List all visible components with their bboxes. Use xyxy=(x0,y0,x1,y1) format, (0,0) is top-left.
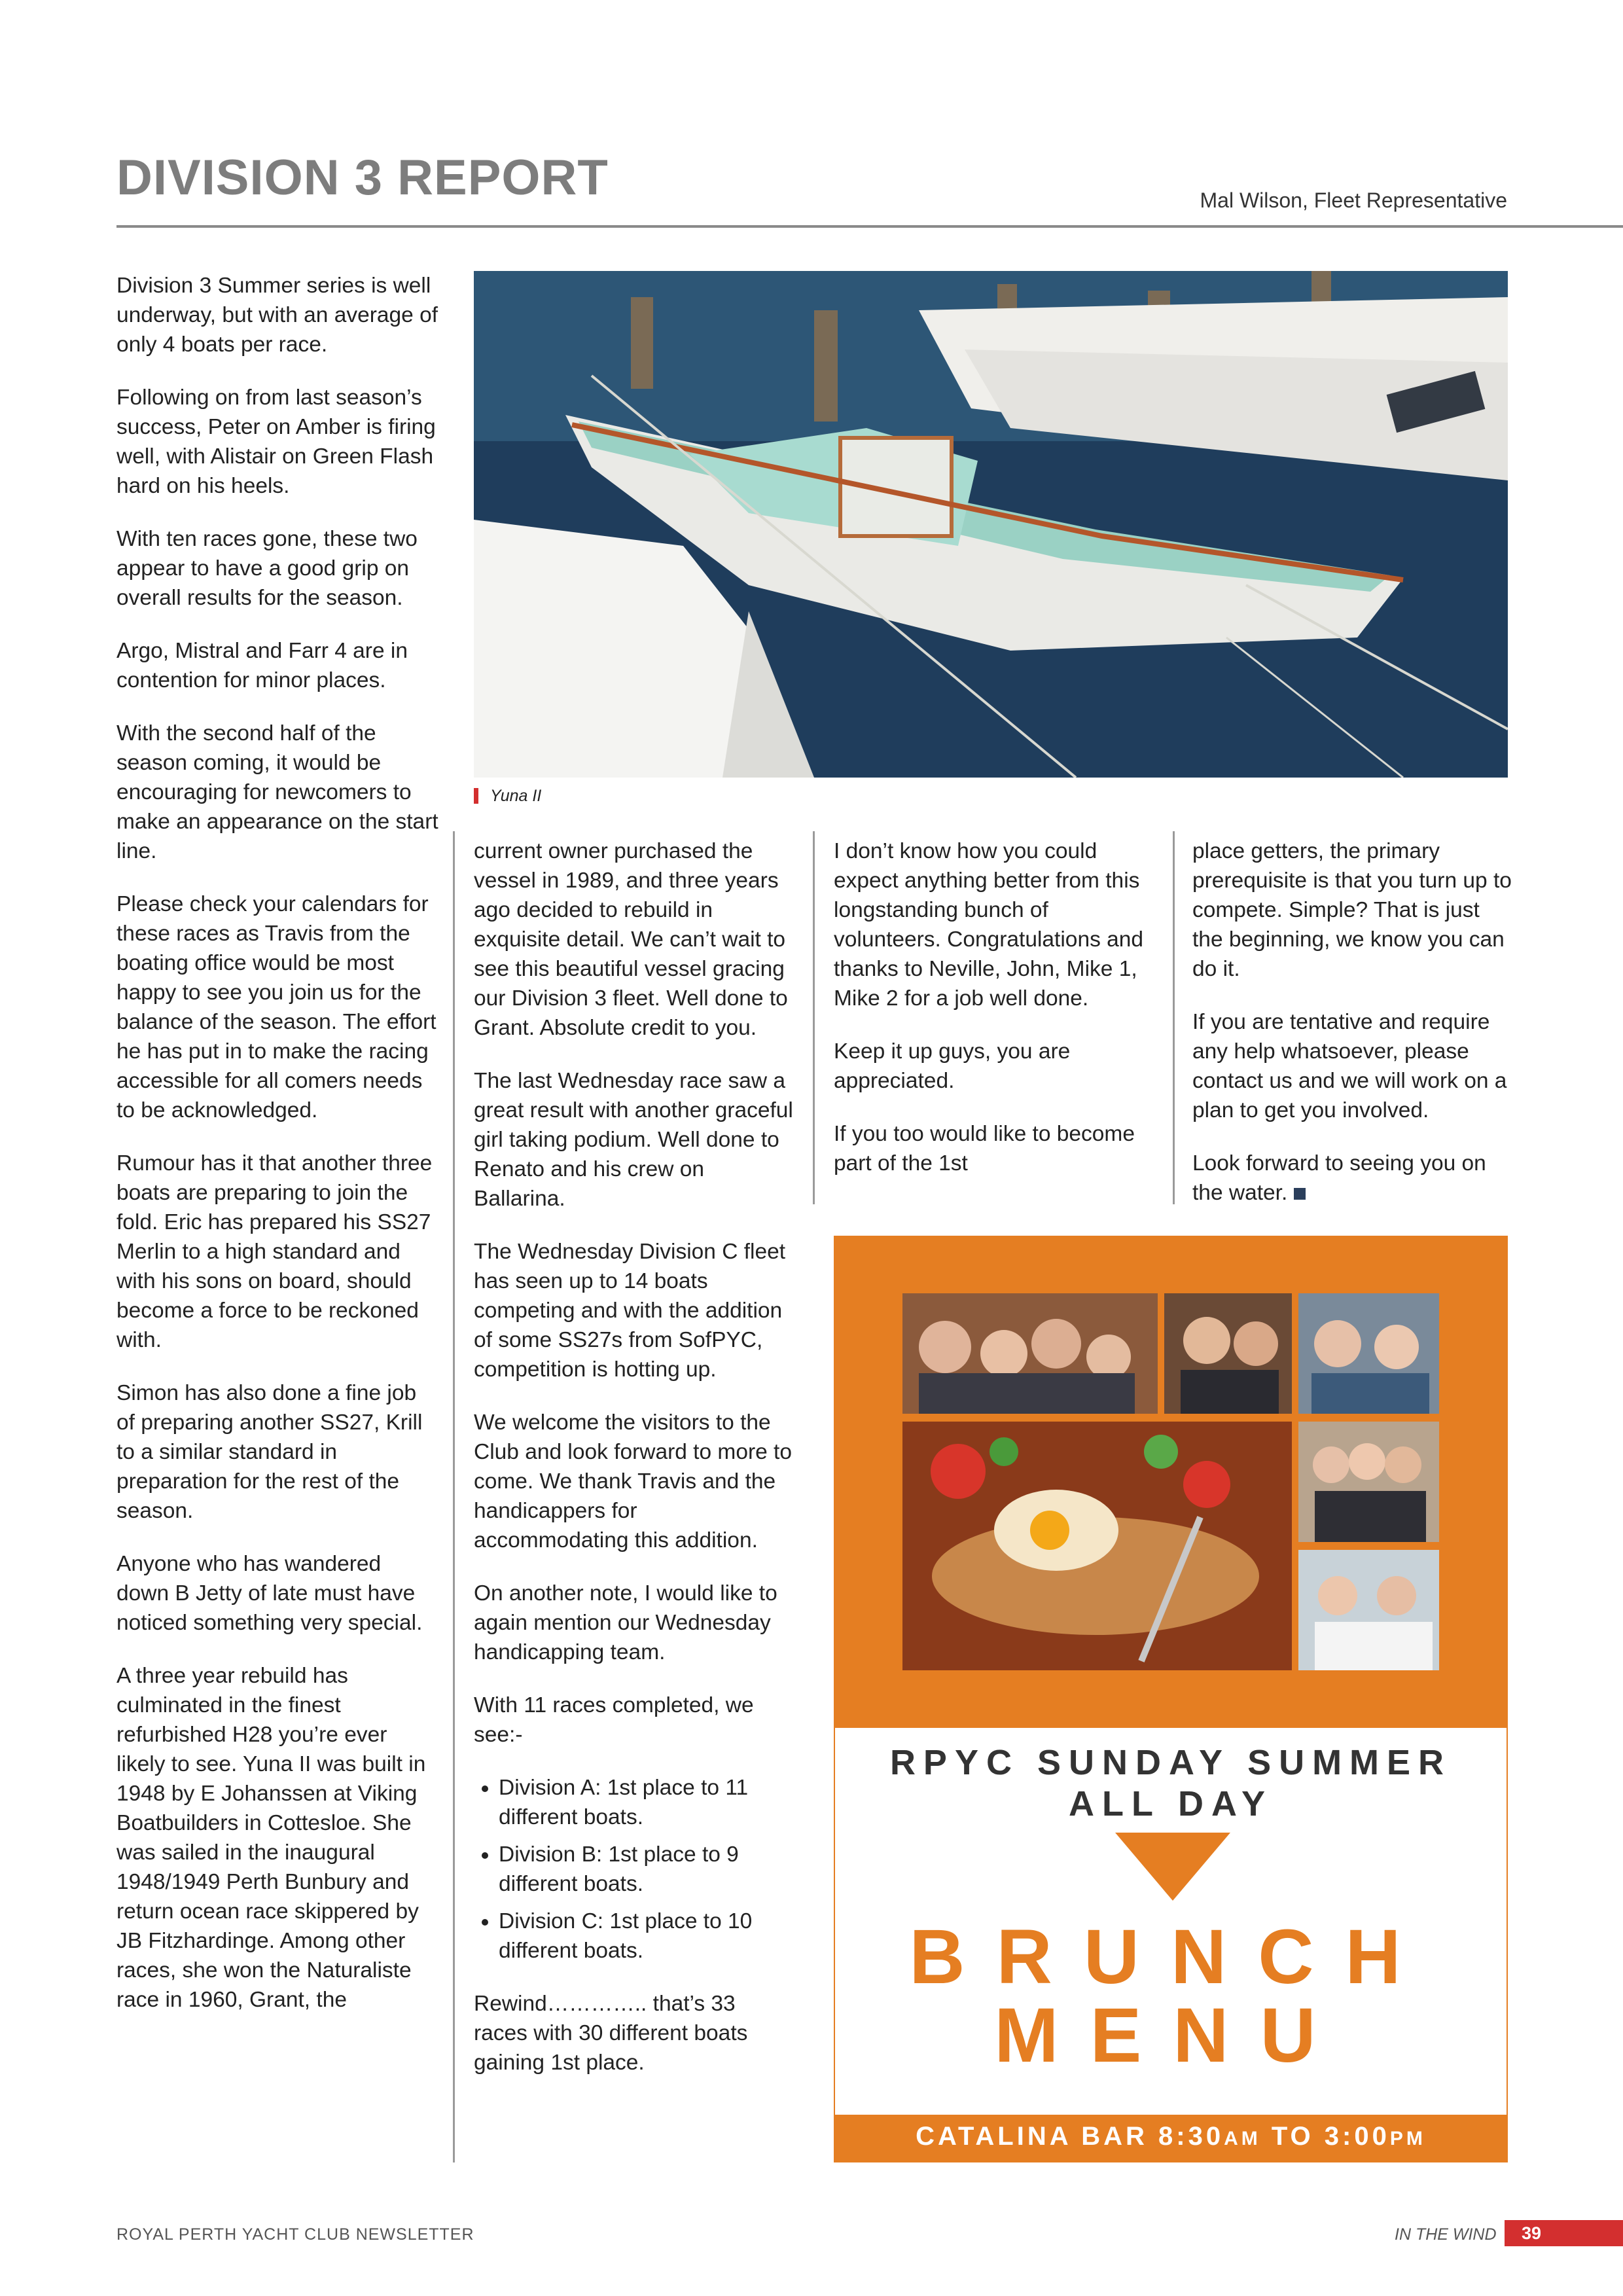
paragraph: Rumour has it that another three boats are preparing to join the fold. Eric has prepared his SS27 Merlin to a high standard and with his sons on board, should become a force to be reckoned with. xyxy=(116,1151,433,1352)
availability-text: CATALINA BAR 8:30 xyxy=(916,2122,1224,2151)
paragraph: With the second half of the season coming, it would be encouraging for newcomers to make an appearance on the start line. xyxy=(116,721,438,863)
paragraph: The last Wednesday race saw a great result with another graceful girl taking podium. Well done to Renato and his crew on Ballarina. xyxy=(474,1069,793,1211)
article-column-4 xyxy=(1192,836,1513,1208)
paragraph: Following on from last season’s success, Peter on Amber is firing well, with Alistair on Green Flash hard on his heels. xyxy=(116,386,436,498)
article-column-1 xyxy=(116,271,438,2015)
footer-section: IN THE WIND xyxy=(1395,2225,1497,2244)
caption-marker xyxy=(474,788,478,804)
advert-word-menu: MENU xyxy=(994,1992,1347,2079)
advert-word-brunch: BRUNCH xyxy=(909,1914,1433,2000)
photo-caption xyxy=(474,787,541,806)
results-list xyxy=(474,1773,793,1965)
page-number: 39 xyxy=(1505,2220,1623,2246)
footer-publication: ROYAL PERTH YACHT CLUB NEWSLETTER xyxy=(116,2225,474,2244)
title-rule xyxy=(116,225,1623,228)
paragraph: Argo, Mistral and Farr 4 are in contention for minor places. xyxy=(116,639,408,692)
column-divider xyxy=(1173,831,1175,1204)
list-item: • Division C: 1st place to 10 different boats. xyxy=(499,1907,793,1965)
paragraph: Anyone who has wandered down B Jetty of late must have noticed something very special. xyxy=(116,1552,423,1635)
paragraph: If you are tentative and require any help whatsoever, please contact us and we will work on a plan to get you involved. xyxy=(1192,1010,1507,1122)
availability-text: TO 3:00 xyxy=(1260,2122,1390,2151)
column-divider xyxy=(813,831,815,1204)
page-title: DIVISION 3 REPORT xyxy=(116,150,609,206)
paragraph: On another note, I would like to again mention our Wednesday handicapping team. xyxy=(474,1581,777,1664)
boat-photo xyxy=(474,271,1508,778)
paragraph xyxy=(1192,1149,1513,1208)
paragraph: Rewind………….. that’s 33 races with 30 different boats gaining 1st place. xyxy=(474,1992,748,2075)
paragraph-text: Look forward to seeing you on the water. xyxy=(1192,1151,1486,1205)
boat-image xyxy=(474,271,1508,778)
caption-text: Yuna II xyxy=(490,787,542,805)
paragraph: With ten races gone, these two appear to have a good grip on overall results for the season. xyxy=(116,527,418,610)
byline: Mal Wilson, Fleet Representative xyxy=(1200,188,1507,212)
advert-photo-collage xyxy=(834,1236,1508,1728)
advert-availability-line-1: AVAILABLE FROM THE WARDROOM OR xyxy=(869,2088,1472,2117)
paragraph: Please check your calendars for these races as Travis from the boating office would be most happy to see you join us for the balance of the season. The effort he has put in to make the racing accessible for all comers needs to be acknowledged. xyxy=(116,892,437,1122)
paragraph: A three year rebuild has culminated in the finest refurbished H28 you’re ever likely to see. Yuna II was built in 1948 by E Johanssen at Viking Boatbuilders in Cottesloe. She was sailed in the inaugural 1948/1949 Perth Bunbury and return ocean race skippered by JB Fitzhardinge. Among other races, she won the Naturaliste race in 1960, Grant, the xyxy=(116,1664,426,2012)
advert-heading-line-1: RPYC SUNDAY SUMMER xyxy=(889,1743,1452,1782)
paragraph: Division 3 Summer series is well underway, but with an average of only 4 boats per race. xyxy=(116,274,438,357)
availability-am: AM xyxy=(1224,2128,1261,2149)
article-column-3 xyxy=(834,836,1154,1178)
availability-pm: PM xyxy=(1389,2128,1426,2149)
paragraph: With 11 races completed, we see:- xyxy=(474,1693,754,1747)
list-item: • Division B: 1st place to 9 different boats. xyxy=(499,1840,793,1899)
paragraph: The Wednesday Division C fleet has seen up to 14 boats competing and with the addition of some SS27s from SofPYC, competition is hotting up. xyxy=(474,1240,786,1382)
paragraph: place getters, the primary prerequisite is that you turn up to compete. Simple? That is just the beginning, we know you can do it. xyxy=(1192,839,1512,981)
article-column-2 xyxy=(474,836,793,2077)
paragraph: I don’t know how you could expect anything better from this longstanding bunch of volunteers. Congratulations and thanks to Neville, John, Mike 1, Mike 2 for a job well done. xyxy=(834,839,1144,1011)
column-divider xyxy=(453,831,455,2162)
end-mark-icon xyxy=(1294,1188,1306,1200)
paragraph: We welcome the visitors to the Club and look forward to more to come. We thank Travis and the handicappers for accommodating this addition. xyxy=(474,1410,792,1552)
paragraph: Keep it up guys, you are appreciated. xyxy=(834,1039,1071,1093)
advert-availability-line-2 xyxy=(835,2122,1507,2151)
paragraph: Simon has also done a fine job of preparing another SS27, Krill to a similar standard in preparation for the rest of the season. xyxy=(116,1381,423,1523)
down-triangle-icon xyxy=(1115,1833,1230,1901)
paragraph: If you too would like to become part of the 1st xyxy=(834,1122,1135,1175)
list-item: • Division A: 1st place to 11 different boats. xyxy=(499,1773,793,1832)
paragraph: current owner purchased the vessel in 1989, and three years ago decided to rebuild in exquisite detail. We can’t wait to see this beautiful vessel gracing our Division 3 fleet. Well done to Grant. Absolute credit to you. xyxy=(474,839,788,1040)
advert-heading-line-2: ALL DAY xyxy=(1068,1784,1274,1823)
